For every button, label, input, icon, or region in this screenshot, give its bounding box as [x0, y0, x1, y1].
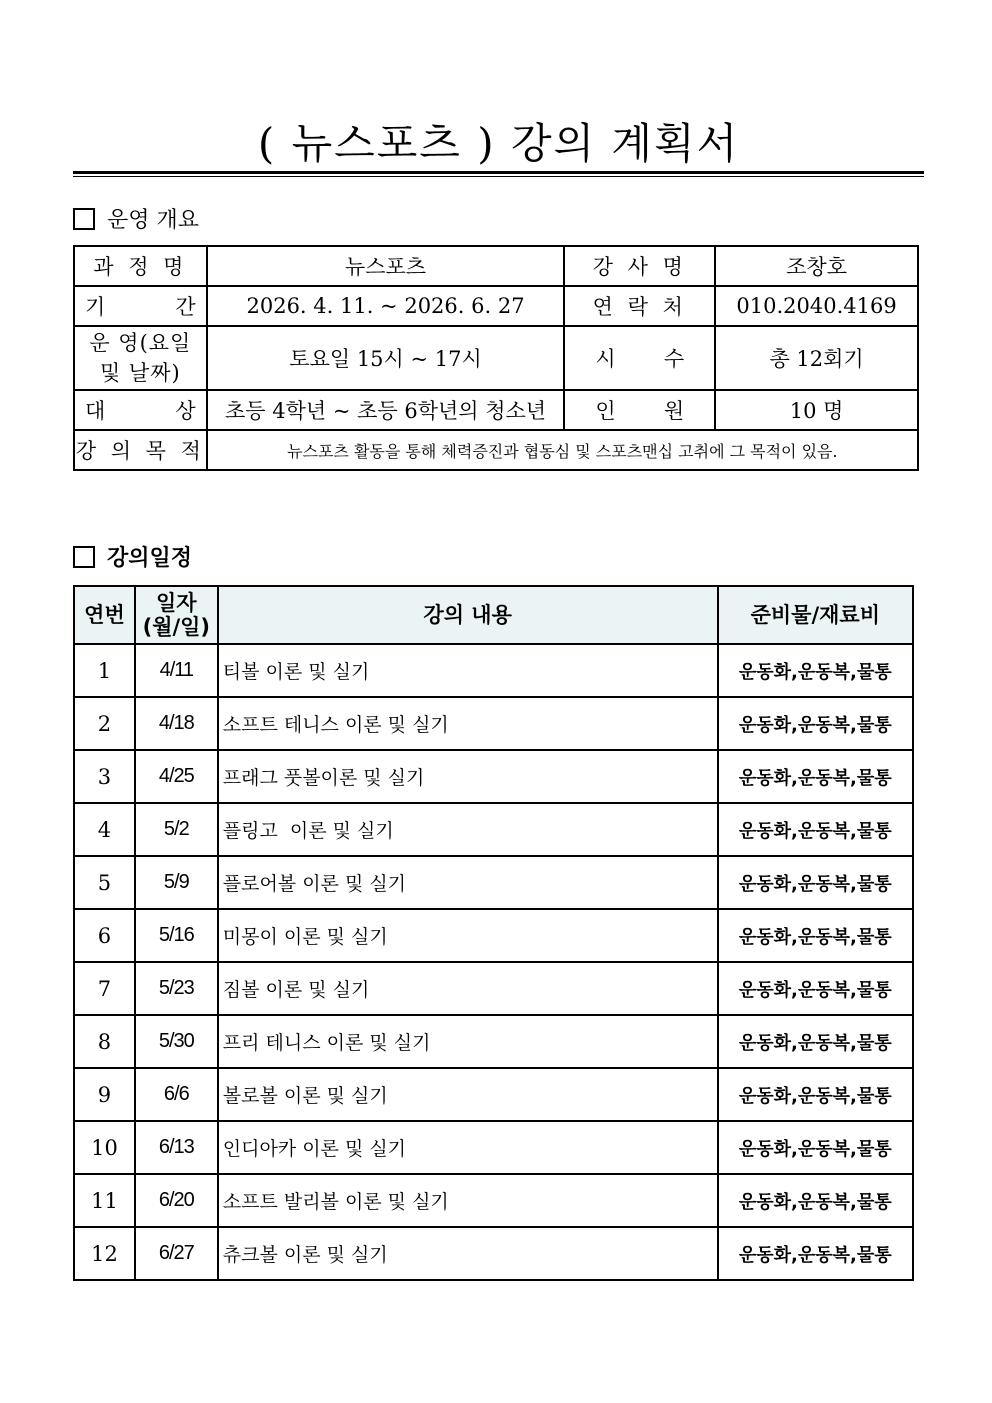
period-value: 2026. 4. 11. ~ 2026. 6. 27	[207, 286, 565, 326]
section-title: 강의일정	[107, 545, 193, 571]
row-content: 소프트 발리볼 이론 및 실기	[218, 1174, 718, 1227]
row-materials: 운동화,운동복,물통	[718, 697, 913, 750]
target-label	[74, 390, 207, 430]
header-date: 일자 (월/일)	[135, 586, 218, 644]
instructor-value: 조창호	[715, 246, 918, 286]
row-content: 프래그 풋볼이론 및 실기	[218, 750, 718, 803]
row-no: 6	[74, 909, 135, 962]
row-content: 짐볼 이론 및 실기	[218, 962, 718, 1015]
row-no: 9	[74, 1068, 135, 1121]
overview-table	[73, 245, 919, 471]
table-row	[74, 1174, 913, 1227]
table-row	[74, 909, 913, 962]
table-row	[74, 697, 913, 750]
row-date: 5/2	[135, 803, 218, 856]
row-no: 1	[74, 644, 135, 697]
row-date: 6/6	[135, 1068, 218, 1121]
contact-label: 연 락 처	[564, 286, 715, 326]
row-no: 7	[74, 962, 135, 1015]
capacity-label-a: 인	[595, 399, 616, 423]
table-row	[74, 750, 913, 803]
section-heading-schedule	[73, 541, 192, 572]
row-materials: 운동화,운동복,물통	[718, 962, 913, 1015]
row-materials: 운동화,운동복,물통	[718, 856, 913, 909]
period-label-a: 기	[85, 295, 106, 319]
row-content: 티볼 이론 및 실기	[218, 644, 718, 697]
table-row	[74, 856, 913, 909]
schedule-table	[73, 585, 914, 1281]
row-date: 4/18	[135, 697, 218, 750]
row-content: 플링고 이론 및 실기	[218, 803, 718, 856]
table-row	[74, 1227, 913, 1280]
row-date: 6/20	[135, 1174, 218, 1227]
row-no: 12	[74, 1227, 135, 1280]
header-materials: 준비물/재료비	[718, 586, 913, 644]
period-label	[74, 286, 207, 326]
row-date: 6/13	[135, 1121, 218, 1174]
row-no: 8	[74, 1015, 135, 1068]
table-row	[74, 1068, 913, 1121]
section-title: 운영 개요	[107, 208, 200, 233]
row-no: 2	[74, 697, 135, 750]
checkbox-square-icon	[73, 208, 95, 230]
row-date: 5/9	[135, 856, 218, 909]
capacity-label-b: 원	[663, 399, 685, 423]
row-content: 볼로볼 이론 및 실기	[218, 1068, 718, 1121]
row-content: 플로어볼 이론 및 실기	[218, 856, 718, 909]
instructor-label: 강 사 명	[564, 246, 715, 286]
row-content: 미몽이 이론 및 실기	[218, 909, 718, 962]
target-label-b: 상	[175, 399, 196, 423]
sessions-value: 총 12회기	[715, 326, 918, 390]
operation-label: 운 영(요일 및 날짜)	[74, 326, 207, 390]
row-no: 3	[74, 750, 135, 803]
page-title: ( 뉴스포츠 ) 강의 계획서	[257, 119, 740, 168]
row-date: 6/27	[135, 1227, 218, 1280]
section-heading-overview	[73, 203, 199, 234]
purpose-value: 뉴스포츠 활동을 통해 체력증진과 협동심 및 스포츠맨십 고취에 그 목적이 있음.	[207, 430, 918, 470]
capacity-value: 10 명	[715, 390, 918, 430]
row-date: 4/11	[135, 644, 218, 697]
row-date: 4/25	[135, 750, 218, 803]
table-row	[74, 644, 913, 697]
row-no: 10	[74, 1121, 135, 1174]
row-materials: 운동화,운동복,물통	[718, 644, 913, 697]
table-row	[74, 962, 913, 1015]
row-materials: 운동화,운동복,물통	[718, 750, 913, 803]
row-materials: 운동화,운동복,물통	[718, 803, 913, 856]
course-label: 과 정 명	[74, 246, 207, 286]
row-materials: 운동화,운동복,물통	[718, 1227, 913, 1280]
row-materials: 운동화,운동복,물통	[718, 909, 913, 962]
header-no: 연번	[74, 586, 135, 644]
target-value: 초등 4학년 ~ 초등 6학년의 청소년	[207, 390, 565, 430]
course-value: 뉴스포츠	[207, 246, 565, 286]
schedule-header-row	[74, 586, 913, 644]
period-label-b: 간	[175, 295, 196, 319]
row-materials: 운동화,운동복,물통	[718, 1068, 913, 1121]
row-content: 프리 테니스 이론 및 실기	[218, 1015, 718, 1068]
header-content: 강의 내용	[218, 586, 718, 644]
row-content: 소프트 테니스 이론 및 실기	[218, 697, 718, 750]
row-content: 츄크볼 이론 및 실기	[218, 1227, 718, 1280]
row-no: 4	[74, 803, 135, 856]
row-materials: 운동화,운동복,물통	[718, 1015, 913, 1068]
sessions-label-b: 수	[663, 347, 685, 371]
checkbox-square-icon	[73, 546, 95, 568]
operation-value: 토요일 15시 ~ 17시	[207, 326, 565, 390]
purpose-label: 강 의 목 적	[74, 430, 207, 470]
row-materials: 운동화,운동복,물통	[718, 1174, 913, 1227]
contact-value: 010.2040.4169	[715, 286, 918, 326]
row-materials: 운동화,운동복,물통	[718, 1121, 913, 1174]
row-no: 11	[74, 1174, 135, 1227]
row-date: 5/16	[135, 909, 218, 962]
row-no: 5	[74, 856, 135, 909]
capacity-label	[564, 390, 715, 430]
table-row	[74, 803, 913, 856]
row-date: 5/23	[135, 962, 218, 1015]
table-row	[74, 1015, 913, 1068]
table-row	[74, 1121, 913, 1174]
row-content: 인디아카 이론 및 실기	[218, 1121, 718, 1174]
row-date: 5/30	[135, 1015, 218, 1068]
sessions-label-a: 시	[595, 347, 616, 371]
sessions-label	[564, 326, 715, 390]
target-label-a: 대	[85, 399, 106, 423]
title-underline	[73, 171, 924, 177]
